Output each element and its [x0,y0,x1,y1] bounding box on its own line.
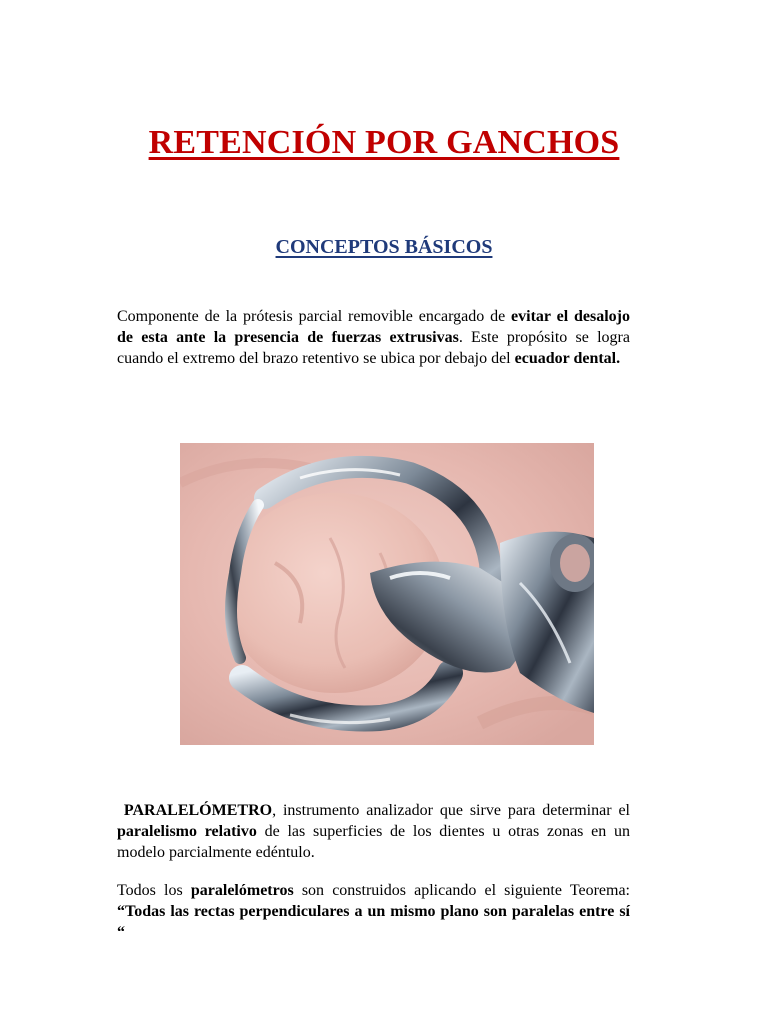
paralelometro-text-2: de las superficies de los dientes u otras zonas en un modelo parcialmente edéntulo. [117,823,631,861]
theorem-statement: “Todas las rectas perpendiculares a un mismo plano son paralelas entre sí “ [117,903,630,941]
theorem-text-1: Todos los [117,882,191,899]
intro-paragraph [117,306,630,369]
page-title: RETENCIÓN POR GANCHOS [148,124,620,161]
intro-bold-1: evitar el desalojo de esta ante la presencia de fuerzas extrusivas [117,308,631,346]
intro-bold-2: ecuador dental. [514,350,621,367]
theorem-paragraph [117,880,630,943]
theorem-bold-1: paralelómetros [190,882,294,899]
paralelometro-term: PARALELÓMETRO [123,802,273,819]
section-heading: CONCEPTOS BÁSICOS [275,236,493,258]
clasp-photo [180,443,594,745]
intro-text-2: . Este propósito se logra cuando el extremo del brazo retentivo se ubica por debajo del [117,329,630,367]
theorem-text-2: son construidos aplicando el siguiente Teorema: [293,882,630,899]
paralelometro-paragraph [117,800,630,863]
intro-text-1: Componente de la prótesis parcial removible encargado de [117,308,512,325]
paralelometro-text-1: , instrumento analizador que sirve para determinar el [272,802,631,819]
paralelismo-term: paralelismo relativo [117,823,257,840]
